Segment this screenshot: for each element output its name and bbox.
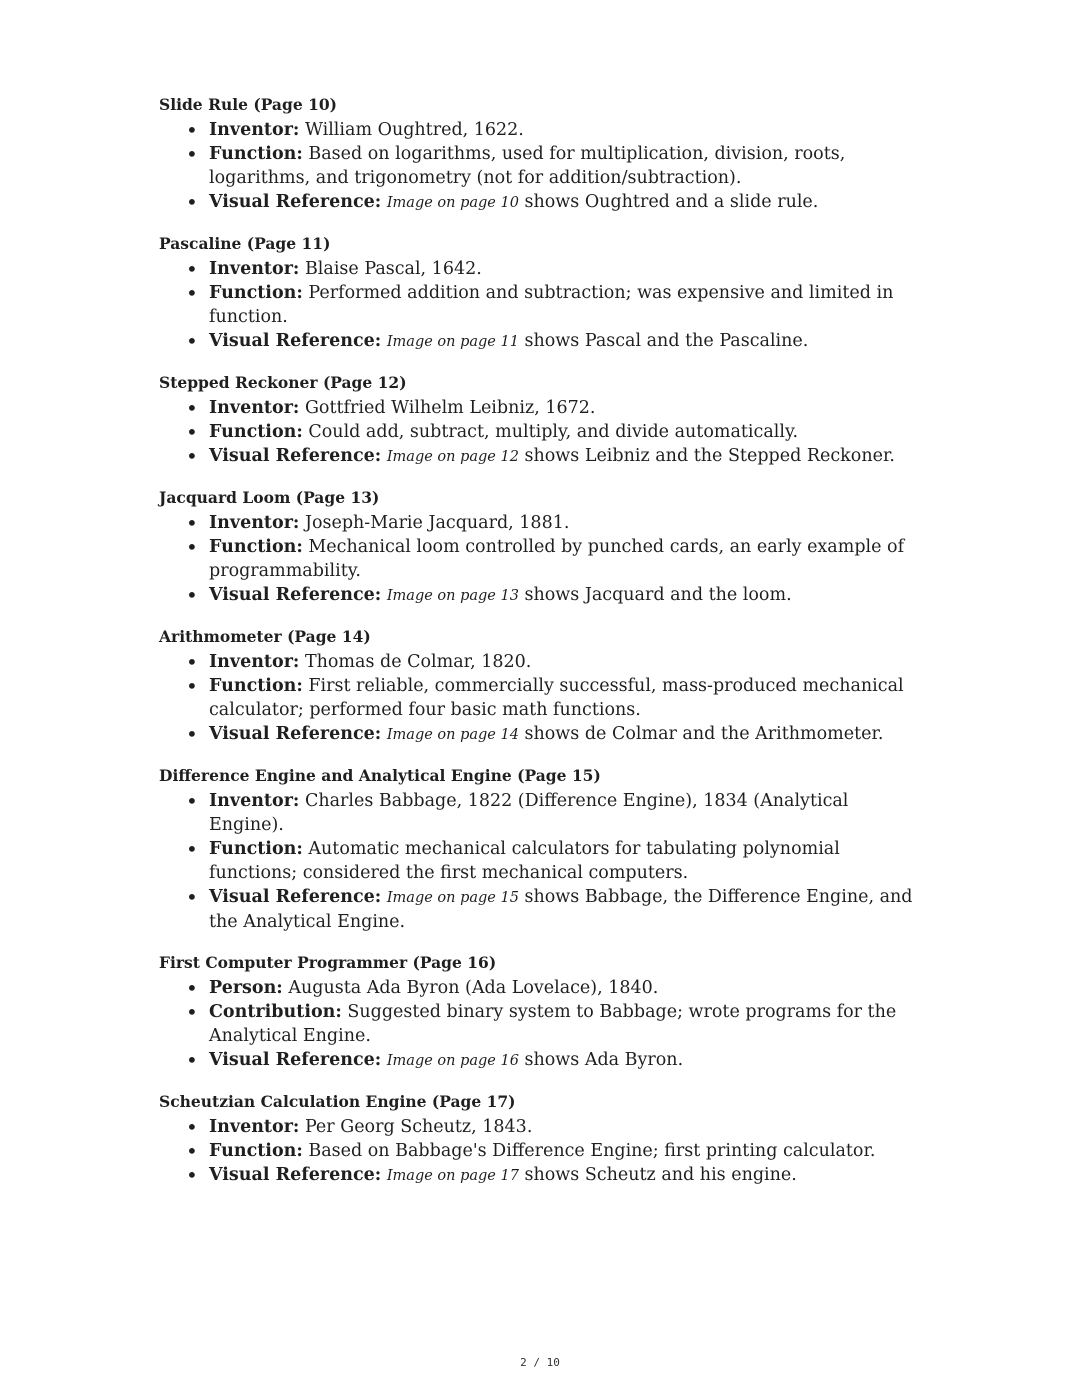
item-text: shows Pascal and the Pascaline. <box>518 331 809 351</box>
page-number: 2 / 10 <box>520 1356 560 1369</box>
item-label: Visual Reference: <box>209 446 382 466</box>
bullet-list <box>159 257 919 354</box>
item-label: Visual Reference: <box>209 585 382 605</box>
section-jacquard-loom <box>159 487 919 608</box>
bullet-list <box>159 511 919 608</box>
bullet-list <box>159 976 919 1073</box>
image-reference: Image on page 11 <box>386 334 519 350</box>
image-reference: Image on page 15 <box>386 890 519 906</box>
item-label: Inventor: <box>209 120 300 140</box>
list-item <box>159 1163 919 1188</box>
section-title: Stepped Reckoner (Page 12) <box>159 373 407 392</box>
list-item <box>159 511 919 535</box>
item-text: Based on logarithms, used for multiplication, division, roots, logarithms, and trigonometry (not for addition/subtraction). <box>209 144 846 188</box>
item-label: Visual Reference: <box>209 724 382 744</box>
list-item <box>159 885 919 934</box>
section-slide-rule <box>159 94 919 215</box>
list-item <box>159 674 919 722</box>
image-reference: Image on page 17 <box>386 1168 519 1184</box>
item-label: Function: <box>209 283 303 303</box>
item-label: Visual Reference: <box>209 887 382 907</box>
bullet-list <box>159 118 919 215</box>
item-text: Suggested binary system to Babbage; wrote programs for the Analytical Engine. <box>209 1002 897 1046</box>
item-label: Inventor: <box>209 513 300 533</box>
list-item <box>159 837 919 885</box>
item-text: shows Scheutz and his engine. <box>518 1165 797 1185</box>
list-item <box>159 329 919 354</box>
list-item <box>159 1115 919 1139</box>
item-text: First reliable, commercially successful, mass-produced mechanical calculator; performed four basic math functions. <box>209 676 904 720</box>
list-item <box>159 535 919 583</box>
item-text: shows de Colmar and the Arithmometer. <box>518 724 884 744</box>
item-label: Function: <box>209 839 303 859</box>
item-text: shows Oughtred and a slide rule. <box>518 192 819 212</box>
section-first-computer-programmer <box>159 952 919 1073</box>
list-item <box>159 1139 919 1163</box>
item-label: Inventor: <box>209 398 300 418</box>
section-scheutzian-engine <box>159 1091 919 1188</box>
list-item <box>159 257 919 281</box>
item-text: Augusta Ada Byron (Ada Lovelace), 1840. <box>282 978 659 998</box>
bullet-list <box>159 650 919 747</box>
item-text: Thomas de Colmar, 1820. <box>299 652 532 672</box>
section-title: Arithmometer (Page 14) <box>159 627 371 646</box>
item-label: Function: <box>209 1141 303 1161</box>
section-arithmometer <box>159 626 919 747</box>
list-item <box>159 281 919 329</box>
list-item <box>159 583 919 608</box>
list-item <box>159 650 919 674</box>
bullet-list <box>159 1115 919 1188</box>
list-item <box>159 118 919 142</box>
item-text: Blaise Pascal, 1642. <box>299 259 482 279</box>
section-title: Scheutzian Calculation Engine (Page 17) <box>159 1092 516 1111</box>
image-reference: Image on page 12 <box>386 449 519 465</box>
image-reference: Image on page 14 <box>386 727 519 743</box>
list-item <box>159 190 919 215</box>
section-title: First Computer Programmer (Page 16) <box>159 953 497 972</box>
item-label: Contribution: <box>209 1002 342 1022</box>
item-label: Inventor: <box>209 259 300 279</box>
bullet-list <box>159 789 919 934</box>
list-item <box>159 722 919 747</box>
bullet-list <box>159 396 919 469</box>
item-label: Visual Reference: <box>209 1165 382 1185</box>
item-text: Charles Babbage, 1822 (Difference Engine), 1834 (Analytical Engine). <box>209 791 849 835</box>
item-text: Could add, subtract, multiply, and divide automatically. <box>302 422 799 442</box>
item-text: shows Jacquard and the loom. <box>518 585 792 605</box>
image-reference: Image on page 16 <box>386 1053 519 1069</box>
item-text: Joseph-Marie Jacquard, 1881. <box>299 513 570 533</box>
section-difference-analytical-engine <box>159 765 919 934</box>
item-text: Mechanical loom controlled by punched cards, an early example of programmability. <box>209 537 905 581</box>
list-item <box>159 142 919 190</box>
item-text: Gottfried Wilhelm Leibniz, 1672. <box>299 398 596 418</box>
section-stepped-reckoner <box>159 372 919 469</box>
item-label: Function: <box>209 537 303 557</box>
list-item <box>159 976 919 1000</box>
list-item <box>159 1048 919 1073</box>
item-text: shows Leibniz and the Stepped Reckoner. <box>518 446 895 466</box>
item-label: Visual Reference: <box>209 192 382 212</box>
image-reference: Image on page 10 <box>386 195 519 211</box>
item-label: Inventor: <box>209 652 300 672</box>
list-item <box>159 420 919 444</box>
section-pascaline <box>159 233 919 354</box>
item-label: Function: <box>209 422 303 442</box>
item-text: shows Babbage, the Difference Engine, and the Analytical Engine. <box>209 887 913 932</box>
image-reference: Image on page 13 <box>386 588 519 604</box>
item-text: Per Georg Scheutz, 1843. <box>299 1117 533 1137</box>
section-title: Pascaline (Page 11) <box>159 234 331 253</box>
item-label: Function: <box>209 144 303 164</box>
item-label: Visual Reference: <box>209 1050 382 1070</box>
item-label: Inventor: <box>209 1117 300 1137</box>
item-label: Function: <box>209 676 303 696</box>
item-text: Automatic mechanical calculators for tabulating polynomial functions; considered the first mechanical computers. <box>209 839 840 883</box>
item-text: shows Ada Byron. <box>518 1050 684 1070</box>
item-label: Person: <box>209 978 283 998</box>
list-item <box>159 789 919 837</box>
item-text: William Oughtred, 1622. <box>299 120 524 140</box>
item-text: Performed addition and subtraction; was expensive and limited in function. <box>209 283 894 327</box>
list-item <box>159 396 919 420</box>
item-label: Inventor: <box>209 791 300 811</box>
list-item <box>159 1000 919 1048</box>
section-title: Slide Rule (Page 10) <box>159 95 337 114</box>
item-text: Based on Babbage's Difference Engine; first printing calculator. <box>302 1141 876 1161</box>
list-item <box>159 444 919 469</box>
document-body <box>159 94 919 1206</box>
item-label: Visual Reference: <box>209 331 382 351</box>
section-title: Difference Engine and Analytical Engine (Page 15) <box>159 766 601 785</box>
section-title: Jacquard Loom (Page 13) <box>159 488 380 507</box>
